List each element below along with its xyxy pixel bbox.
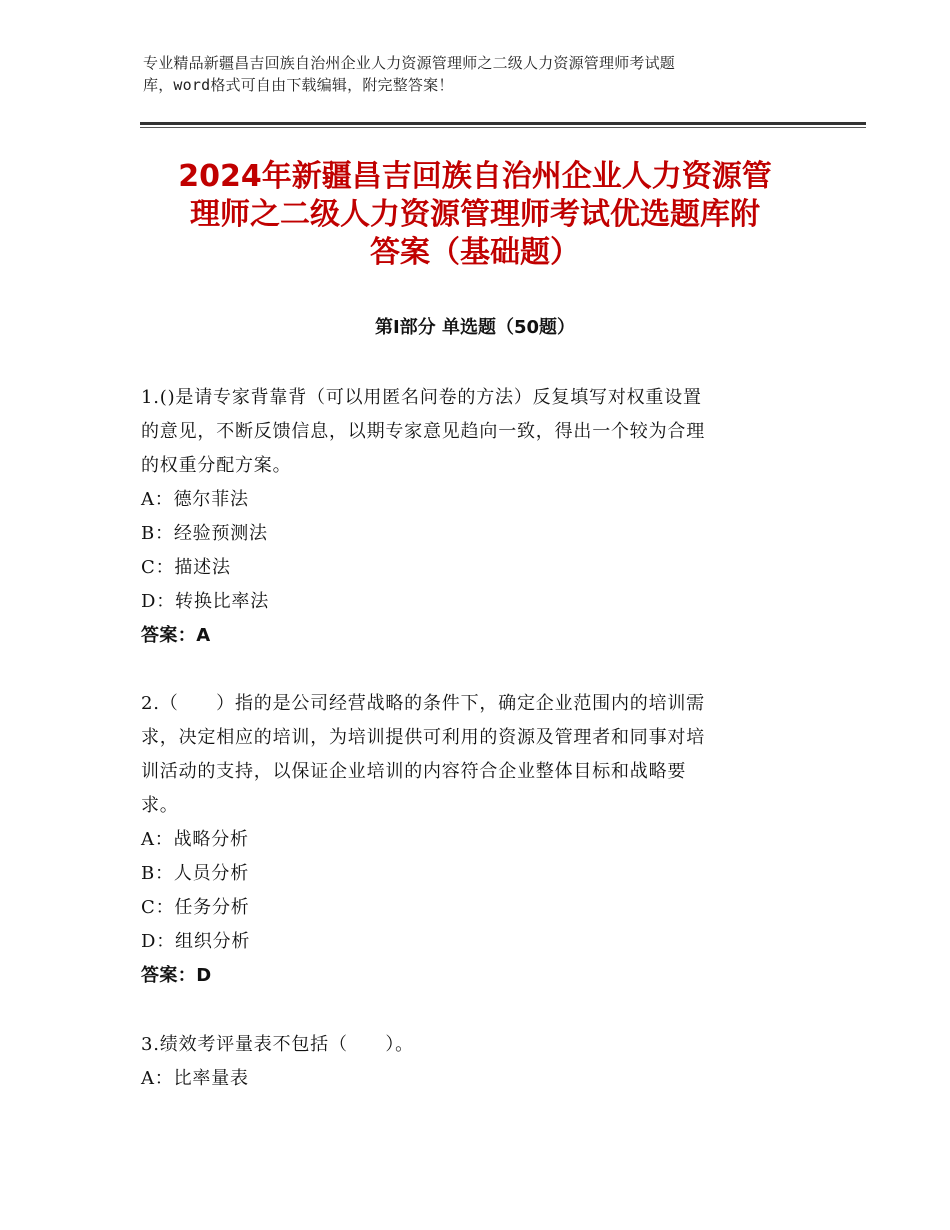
question-stem-line: 求。	[141, 795, 179, 816]
option-d: D：转换比率法	[141, 591, 270, 612]
question-stem-line: 的意见，不断反馈信息，以期专家意见趋向一致，得出一个较为合理	[141, 421, 705, 442]
option-b: B：人员分析	[141, 863, 250, 884]
option-a: A：比率量表	[141, 1068, 249, 1089]
header-note-line-1: 专业精品新疆昌吉回族自治州企业人力资源管理师之二级人力资源管理师考试题	[143, 54, 676, 72]
question-stem-line: 1.()是请专家背靠背（可以用匿名问卷的方法）反复填写对权重设置	[141, 387, 702, 408]
document-title	[120, 158, 830, 272]
answer-label: 答案：A	[141, 625, 211, 646]
title-line-1: 2024年新疆昌吉回族自治州企业人力资源管	[178, 159, 772, 194]
question-stem-line: 3.绩效考评量表不包括（ ）。	[141, 1034, 414, 1055]
question-stem-line: 的权重分配方案。	[141, 455, 292, 476]
option-a: A：战略分析	[141, 829, 249, 850]
title-line-3: 答案（基础题）	[370, 235, 580, 270]
header-divider-thick	[140, 122, 866, 125]
header-note	[143, 52, 823, 96]
answer-label: 答案：D	[141, 965, 212, 986]
section-heading: 第Ⅰ部分 单选题（50题）	[374, 317, 575, 338]
option-c: C：任务分析	[141, 897, 250, 918]
option-d: D：组织分析	[141, 931, 251, 952]
header-note-line-2: 库，word格式可自由下载编辑，附完整答案！	[143, 76, 454, 94]
header-divider-thin	[140, 127, 866, 128]
option-a: A：德尔菲法	[141, 489, 249, 510]
question-stem-line: 训活动的支持，以保证企业培训的内容符合企业整体目标和战略要	[141, 761, 687, 782]
question-3	[141, 1028, 821, 1096]
question-2	[141, 687, 821, 993]
option-b: B：经验预测法	[141, 523, 268, 544]
question-stem-line: 求，决定相应的培训，为培训提供可利用的资源及管理者和同事对培	[141, 727, 705, 748]
title-line-2: 理师之二级人力资源管理师考试优选题库附	[190, 197, 760, 232]
question-1	[141, 381, 821, 653]
option-c: C：描述法	[141, 557, 231, 578]
question-stem-line: 2.（ ）指的是公司经营战略的条件下，确定企业范围内的培训需	[141, 693, 705, 714]
